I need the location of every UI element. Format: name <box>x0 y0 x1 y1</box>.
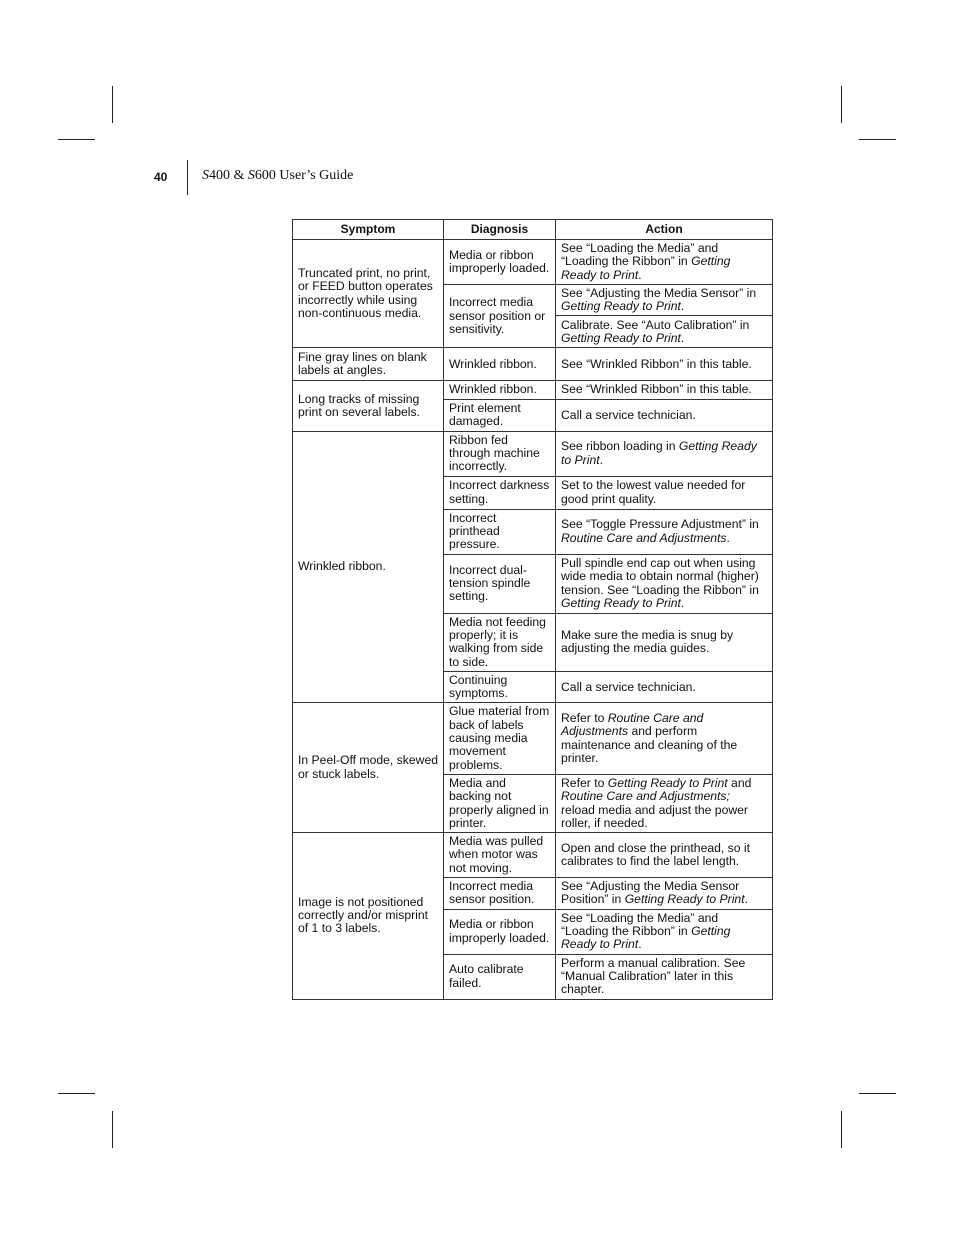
diagnosis-cell: Auto calibrate failed. <box>444 954 556 999</box>
action-cell: Perform a manual calibration. See “Manual Calibration” later in this chapter. <box>556 954 773 999</box>
action-cell: Open and close the printhead, so it calibrates to find the label length. <box>556 833 773 878</box>
diagnosis-cell: Incorrect dual-tension spindle setting. <box>444 554 556 613</box>
table-row <box>293 431 773 476</box>
symptom-cell: Fine gray lines on blank labels at angles. <box>293 348 444 381</box>
action-cell: Calibrate. See “Auto Calibration” in Getting Ready to Print. <box>556 316 773 348</box>
crop-mark <box>841 86 842 123</box>
symptom-cell: Image is not positioned correctly and/or misprint of 1 to 3 labels. <box>293 833 444 999</box>
action-cell: See “Wrinkled Ribbon” in this table. <box>556 381 773 399</box>
table-row <box>293 381 773 399</box>
symptom-cell: In Peel-Off mode, skewed or stuck labels. <box>293 703 444 833</box>
diagnosis-cell: Glue material from back of labels causing media movement problems. <box>444 703 556 774</box>
crop-mark <box>58 139 95 140</box>
diagnosis-cell: Wrinkled ribbon. <box>444 348 556 381</box>
header-divider <box>187 160 188 195</box>
troubleshooting-table <box>292 219 773 1000</box>
diagnosis-cell: Media was pulled when motor was not moving. <box>444 833 556 878</box>
diagnosis-cell: Print element damaged. <box>444 399 556 431</box>
diagnosis-cell: Wrinkled ribbon. <box>444 381 556 399</box>
diagnosis-cell: Ribbon fed through machine incorrectly. <box>444 431 556 476</box>
diagnosis-cell: Incorrect media sensor position or sensitivity. <box>444 284 556 348</box>
diagnosis-cell: Media or ribbon improperly loaded. <box>444 909 556 954</box>
crop-mark <box>859 139 896 140</box>
table-row <box>293 703 773 774</box>
crop-mark <box>841 1111 842 1148</box>
diagnosis-cell: Media or ribbon improperly loaded. <box>444 240 556 285</box>
action-cell: See “Adjusting the Media Sensor Position” in Getting Ready to Print. <box>556 878 773 910</box>
symptom-cell: Long tracks of missing print on several labels. <box>293 381 444 431</box>
table-body <box>293 240 773 1000</box>
diagnosis-cell: Incorrect media sensor position. <box>444 878 556 910</box>
action-cell: Make sure the media is snug by adjusting the media guides. <box>556 613 773 671</box>
action-cell: See “Wrinkled Ribbon” in this table. <box>556 348 773 381</box>
column-header-symptom: Symptom <box>293 220 444 240</box>
action-cell: Refer to Getting Ready to Print and Routine Care and Adjustments; reload media and adjust the power roller, if needed. <box>556 774 773 832</box>
action-cell: See “Toggle Pressure Adjustment” in Routine Care and Adjustments. <box>556 509 773 554</box>
table-row <box>293 348 773 381</box>
table-row <box>293 833 773 878</box>
diagnosis-cell: Incorrect printhead pressure. <box>444 509 556 554</box>
diagnosis-cell: Media and backing not properly aligned in printer. <box>444 774 556 832</box>
symptom-cell: Wrinkled ribbon. <box>293 431 444 703</box>
table-header-row <box>293 220 773 240</box>
table-row <box>293 240 773 285</box>
diagnosis-cell: Incorrect darkness setting. <box>444 476 556 509</box>
column-header-action: Action <box>556 220 773 240</box>
action-cell: Pull spindle end cap out when using wide media to obtain normal (higher) tension. See “Loading the Ribbon” in Getting Ready to Print. <box>556 554 773 613</box>
symptom-cell: Truncated print, no print, or FEED button operates incorrectly while using non-continuous media. <box>293 240 444 348</box>
action-cell: See “Adjusting the Media Sensor” in Getting Ready to Print. <box>556 284 773 316</box>
action-cell: See “Loading the Media” and “Loading the Ribbon” in Getting Ready to Print. <box>556 909 773 954</box>
column-header-diagnosis: Diagnosis <box>444 220 556 240</box>
crop-mark <box>58 1093 95 1094</box>
diagnosis-cell: Media not feeding properly; it is walking from side to side. <box>444 613 556 671</box>
action-cell: Call a service technician. <box>556 671 773 703</box>
page-number: 40 <box>154 170 168 184</box>
running-title: S400 & S600 User’s Guide <box>202 168 354 183</box>
crop-mark <box>859 1093 896 1094</box>
action-cell: Set to the lowest value needed for good print quality. <box>556 476 773 509</box>
action-cell: Call a service technician. <box>556 399 773 431</box>
crop-mark <box>112 1111 113 1148</box>
action-cell: Refer to Routine Care and Adjustments and perform maintenance and cleaning of the printer. <box>556 703 773 774</box>
diagnosis-cell: Continuing symptoms. <box>444 671 556 703</box>
crop-mark <box>112 86 113 123</box>
action-cell: See “Loading the Media” and “Loading the Ribbon” in Getting Ready to Print. <box>556 240 773 285</box>
action-cell: See ribbon loading in Getting Ready to Print. <box>556 431 773 476</box>
